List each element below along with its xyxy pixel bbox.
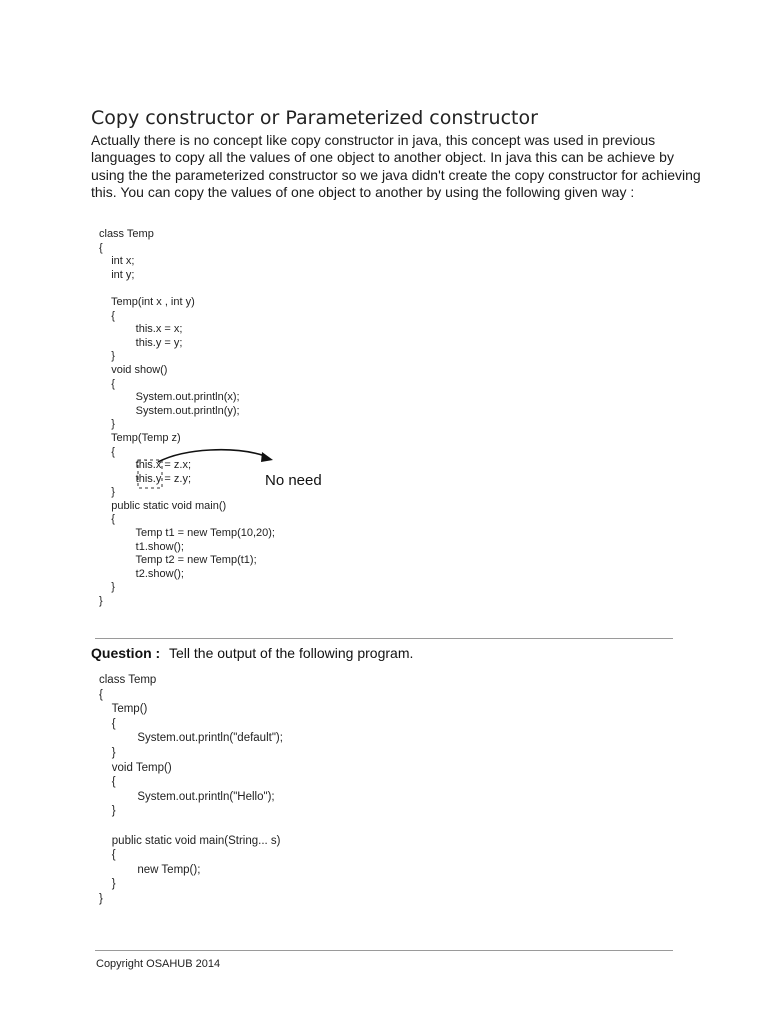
code-line: } [99,350,115,363]
code-line: { [99,309,115,322]
page-title: Copy constructor or Parameterized constructor [91,107,538,129]
intro-paragraph: Actually there is no concept like copy constructor in java, this concept was used in previous languages to copy all the values of one object to another object. In java this can be achieve by using the the parameterized constructor so we java didn't create the copy constructor for achieving this. You can copy the values of one object to another by using the following given way : [91,132,701,201]
code-line: Temp t2 = new Temp(t1); [99,554,257,567]
code-line: { [99,717,116,730]
code-line: } [99,878,116,891]
code-line: { [99,849,116,862]
code-line: { [99,445,115,458]
code-line: this.y = y; [99,336,183,349]
code-line: void show() [99,363,168,376]
code-line: { [99,776,116,789]
code-line: } [99,746,116,759]
code-line: } [99,595,103,608]
code-line: t1.show(); [99,540,184,553]
question-label: Question : [91,645,161,661]
code-line: { [99,688,103,701]
code-line: System.out.println(y); [99,404,240,417]
code-line: System.out.println("default"); [99,732,283,745]
code-line: { [99,377,115,390]
code-line: new Temp(); [99,863,201,876]
code-line: { [99,513,115,526]
code-line: Temp(int x , int y) [99,295,195,308]
footer-divider [95,950,673,951]
code-line: t2.show(); [99,567,184,580]
code-line: } [99,805,116,818]
code-block-copy-constructor [99,228,275,609]
footer-copyright: Copyright OSAHUB 2014 [96,958,221,970]
question-text: Tell the output of the following program. [169,645,414,661]
code-line: } [99,486,115,499]
code-line: class Temp [99,674,157,686]
code-line: int x; [99,255,135,268]
code-line: void Temp() [99,761,172,774]
code-line: Temp(Temp z) [99,431,181,444]
code-line: } [99,581,115,594]
code-line: Temp() [99,703,148,716]
code-line: this.y = z.y; [99,472,191,485]
code-line [99,282,275,296]
code-line: this.x = z.x; [99,459,191,472]
code-block-question [99,673,283,907]
code-line: class Temp [99,228,154,240]
code-line: } [99,418,115,431]
code-line: public static void main(String... s) [99,834,281,847]
code-line: { [99,241,103,254]
code-line [99,819,283,834]
code-line: System.out.println(x); [99,391,240,404]
code-line: this.x = x; [99,323,183,336]
code-line: public static void main() [99,499,227,512]
code-line: int y; [99,268,135,281]
code-line: Temp t1 = new Temp(10,20); [99,527,275,540]
code-line: } [99,892,103,905]
code-line: System.out.println("Hello"); [99,790,275,803]
divider [95,638,673,639]
no-need-annotation: No need [265,472,322,489]
